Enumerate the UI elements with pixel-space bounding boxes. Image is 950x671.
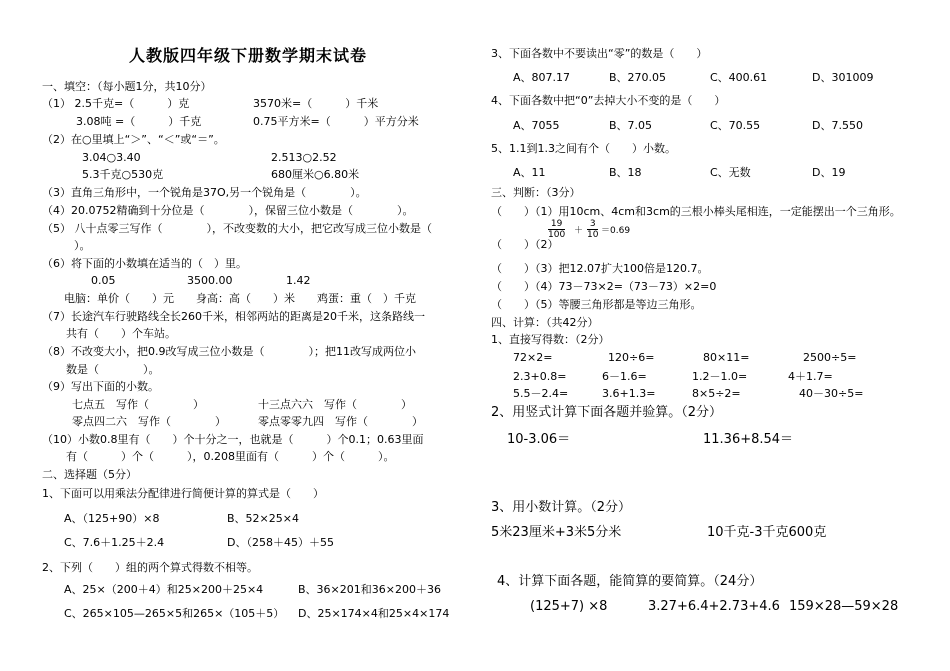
q1-d: 0.75平方米=（ ）平方分米 [253, 115, 419, 128]
calc-4-c: 159×28—59×28 [789, 599, 899, 614]
choice-4-d: D、7.550 [812, 119, 863, 132]
q7-b: 共有（ ）个车站。 [55, 327, 176, 340]
calc-cell: 2500÷5= [803, 351, 857, 364]
calc-cell: 2.3+0.8= [513, 370, 567, 383]
calc-3-b: 10千克-3千克600克 [707, 525, 827, 540]
judge-3: （ ）（3）把12.07扩大100倍是120.7。 [491, 262, 709, 275]
q9-a: 七点五 写作（ ） [72, 398, 204, 411]
q4: （4）20.0752精确到十分位是（ ），保留三位小数是（ ）。 [42, 204, 414, 217]
choice-5-b: B、18 [609, 166, 642, 179]
calc-cell: 3.6+1.3= [602, 387, 656, 400]
calc-cell: 120÷6= [608, 351, 655, 364]
judge-5: （ ）（5）等腰三角形都是等边三角形。 [491, 298, 702, 311]
q6: （6）将下面的小数填在适当的（ ）里。 [42, 257, 247, 270]
q9-d: 零点零零九四 写作（ ） [258, 415, 423, 428]
q9-b: 十三点六六 写作（ ） [258, 398, 412, 411]
calc-cell: 40－30÷5= [799, 387, 864, 400]
q10-b: 有（ ）个（ ），0.208里面有（ ）个（ ）。 [55, 450, 395, 463]
fraction-1-denominator: 100 [548, 230, 566, 240]
section-1-header: 一、填空：（每小题1分，共10分） [42, 80, 212, 93]
judge-2-fraction-1 [548, 219, 565, 240]
judge-4: （ ）（4）73－73×2=（73－73）×2=0 [491, 280, 717, 293]
q8-b: 数是（ ）。 [55, 363, 160, 376]
choice-3-d: D、301009 [812, 71, 874, 84]
choice-5: 5、1.1到1.3之间有个（ ）小数。 [491, 142, 676, 155]
q9: （9）写出下面的小数。 [42, 380, 159, 393]
q1-c: 3.08吨 =（ ）千克 [76, 115, 202, 128]
calc-4-a: (125+7) ×8 [530, 599, 608, 614]
calc-cell: 1.2－1.0= [692, 370, 748, 383]
judge-2-result: ＝0.69 [601, 226, 631, 236]
calc-cell: 5.5－2.4= [513, 387, 569, 400]
q5-b: ）。 [52, 239, 91, 252]
q6-b: 电脑：单价（ ）元 身高：高（ ）米 鸡蛋：重（ ）千克 [64, 292, 416, 305]
fraction-2-denominator: 10 [587, 230, 599, 240]
choice-5-d: D、19 [812, 166, 846, 179]
q2: （2）在○里填上“＞”、“＜”或“＝”。 [42, 133, 225, 146]
q8-a: （8）不改变大小，把0.9改写成三位小数是（ ）；把11改写成两位小 [42, 345, 416, 358]
calc-3-header: 3、用小数计算。（2分） [491, 500, 632, 515]
q1-b: 3570米=（ ）千米 [253, 97, 379, 110]
judge-2-plus: ＋ [574, 226, 584, 236]
q6-num-1: 0.05 [91, 274, 116, 287]
choice-2: 2、下列（ ）组的两个算式得数不相等。 [42, 561, 258, 574]
choice-4-a: A、7055 [513, 119, 560, 132]
q2-c: 5.3千克○530克 [82, 168, 164, 181]
section-2-header: 二、选择题（5分） [42, 468, 137, 481]
choice-5-a: A、11 [513, 166, 546, 179]
q6-num-2: 3500.00 [187, 274, 233, 287]
judge-2-fraction-2 [587, 219, 598, 240]
calc-3-a: 5米23厘米+3米5分米 [491, 525, 622, 540]
fraction-2-numerator: 3 [587, 219, 598, 230]
choice-1-a: A、（125+90）×8 [64, 512, 160, 525]
calc-1-header: 1、直接写得数：（2分） [491, 333, 610, 346]
section-4-header: 四、计算：（共42分） [491, 316, 599, 329]
choice-2-b: B、36×201和36×200＋36 [298, 583, 441, 596]
calc-cell: 72×2= [513, 351, 553, 364]
section-3-header: 三、判断：（3分） [491, 186, 581, 199]
judge-2: （ ）（2） [491, 238, 559, 251]
fraction-1-numerator: 19 [548, 219, 565, 230]
calc-cell: 8×5÷2= [692, 387, 741, 400]
choice-4-c: C、70.55 [710, 119, 761, 132]
choice-1: 1、下面可以用乘法分配律进行简便计算的算式是（ ） [42, 487, 324, 500]
q3: （3）直角三角形中，一个锐角是37O,另一个锐角是（ ）。 [42, 186, 367, 199]
calc-2-a: 10-3.06＝ [507, 432, 571, 447]
choice-4: 4、下面各数中把“0”去掉大小不变的是（ ） [491, 94, 726, 107]
choice-4-b: B、7.05 [609, 119, 653, 132]
q2-a: 3.04○3.40 [82, 151, 141, 164]
q6-num-3: 1.42 [286, 274, 311, 287]
q10-a: （10）小数0.8里有（ ）个十分之一，也就是（ ）个0.1；0.63里面 [42, 433, 424, 446]
choice-2-c: C、265×105—265×5和265×（105＋5） [64, 607, 285, 620]
q9-c: 零点四二六 写作（ ） [72, 415, 226, 428]
choice-5-c: C、无数 [710, 166, 751, 179]
choice-1-d: D、（258＋45）＋55 [227, 536, 334, 549]
judge-1: （ ）（1）用10cm、4cm和3cm的三根小棒头尾相连，一定能摆出一个三角形。 [491, 205, 901, 218]
choice-3-b: B、270.05 [609, 71, 667, 84]
calc-2-b: 11.36+8.54＝ [703, 432, 794, 447]
q5-a: （5） 八十点零三写作（ ），不改变数的大小，把它改写成三位小数是（ [42, 222, 432, 235]
calc-cell: 80×11= [703, 351, 750, 364]
q7-a: （7）长途汽车行驶路线全长260千米，相邻两站的距离是20千米，这条路线一 [42, 310, 425, 323]
calc-2-header: 2、用竖式计算下面各题并验算。（2分） [491, 405, 723, 420]
page-title: 人教版四年级下册数学期末试卷 [129, 46, 368, 65]
calc-4-header: 4、计算下面各题，能简算的要简算。（24分） [497, 574, 763, 589]
choice-1-c: C、7.6＋1.25＋2.4 [64, 536, 165, 549]
calc-4-b: 3.27+6.4+2.73+4.6 [648, 599, 780, 614]
choice-3-a: A、807.17 [513, 71, 571, 84]
choice-2-a: A、25×（200＋4）和25×200＋25×4 [64, 583, 264, 596]
choice-1-b: B、52×25×4 [227, 512, 299, 525]
choice-3: 3、下面各数中不要读出“零”的数是（ ） [491, 47, 708, 60]
q1-a: （1） 2.5千克=（ ）克 [42, 97, 190, 110]
q2-b: 2.513○2.52 [271, 151, 337, 164]
choice-3-c: C、400.61 [710, 71, 768, 84]
q2-d: 680厘米○6.80米 [271, 168, 360, 181]
calc-cell: 4＋1.7= [788, 370, 833, 383]
calc-cell: 6－1.6= [602, 370, 647, 383]
choice-2-d: D、25×174×4和25×4×174 [298, 607, 450, 620]
